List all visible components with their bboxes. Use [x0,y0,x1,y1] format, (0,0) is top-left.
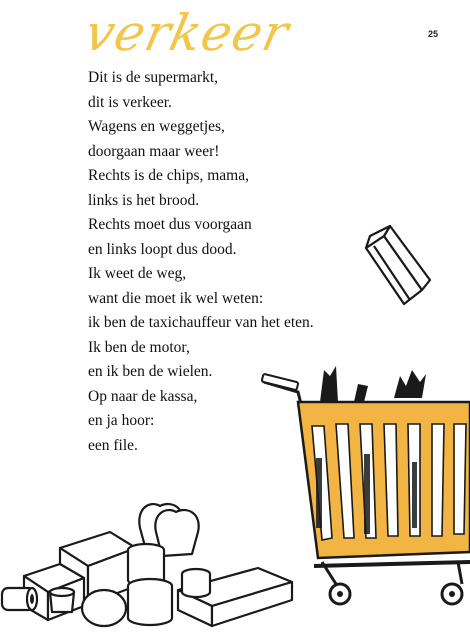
poem-line: links is het brood. [88,191,200,209]
poem-line: Op naar de kassa, [88,387,198,405]
poem-line: en links loopt dus dood. [88,240,237,258]
milk-carton-illustration [360,222,440,314]
poem-line: Rechts moet dus voorgaan [88,216,252,233]
poem-line: Rechts is de chips, mama, [88,167,249,184]
poem-line: ik ben de taxichauffeur van het eten. [88,314,314,331]
page-number: 25 [428,29,439,39]
poem-line: een file. [88,436,138,454]
page-title: verkeer [79,4,295,62]
poem-line: Dit is de supermarkt, [88,69,219,86]
poem-line: want die moet ik wel weten: [88,289,264,307]
groceries-pile-illustration [0,488,300,630]
poem-line: Ik weet de weg, [88,265,187,282]
poem-line: doorgaan maar weer! [88,142,220,160]
poem-line: en ja hoor: [88,412,155,429]
poem-line: Wagens en weggetjes, [88,118,225,135]
poem-line: dit is verkeer. [88,93,172,111]
poem-line: Ik ben de motor, [88,338,190,356]
poem-line: en ik ben de wielen. [88,363,213,380]
